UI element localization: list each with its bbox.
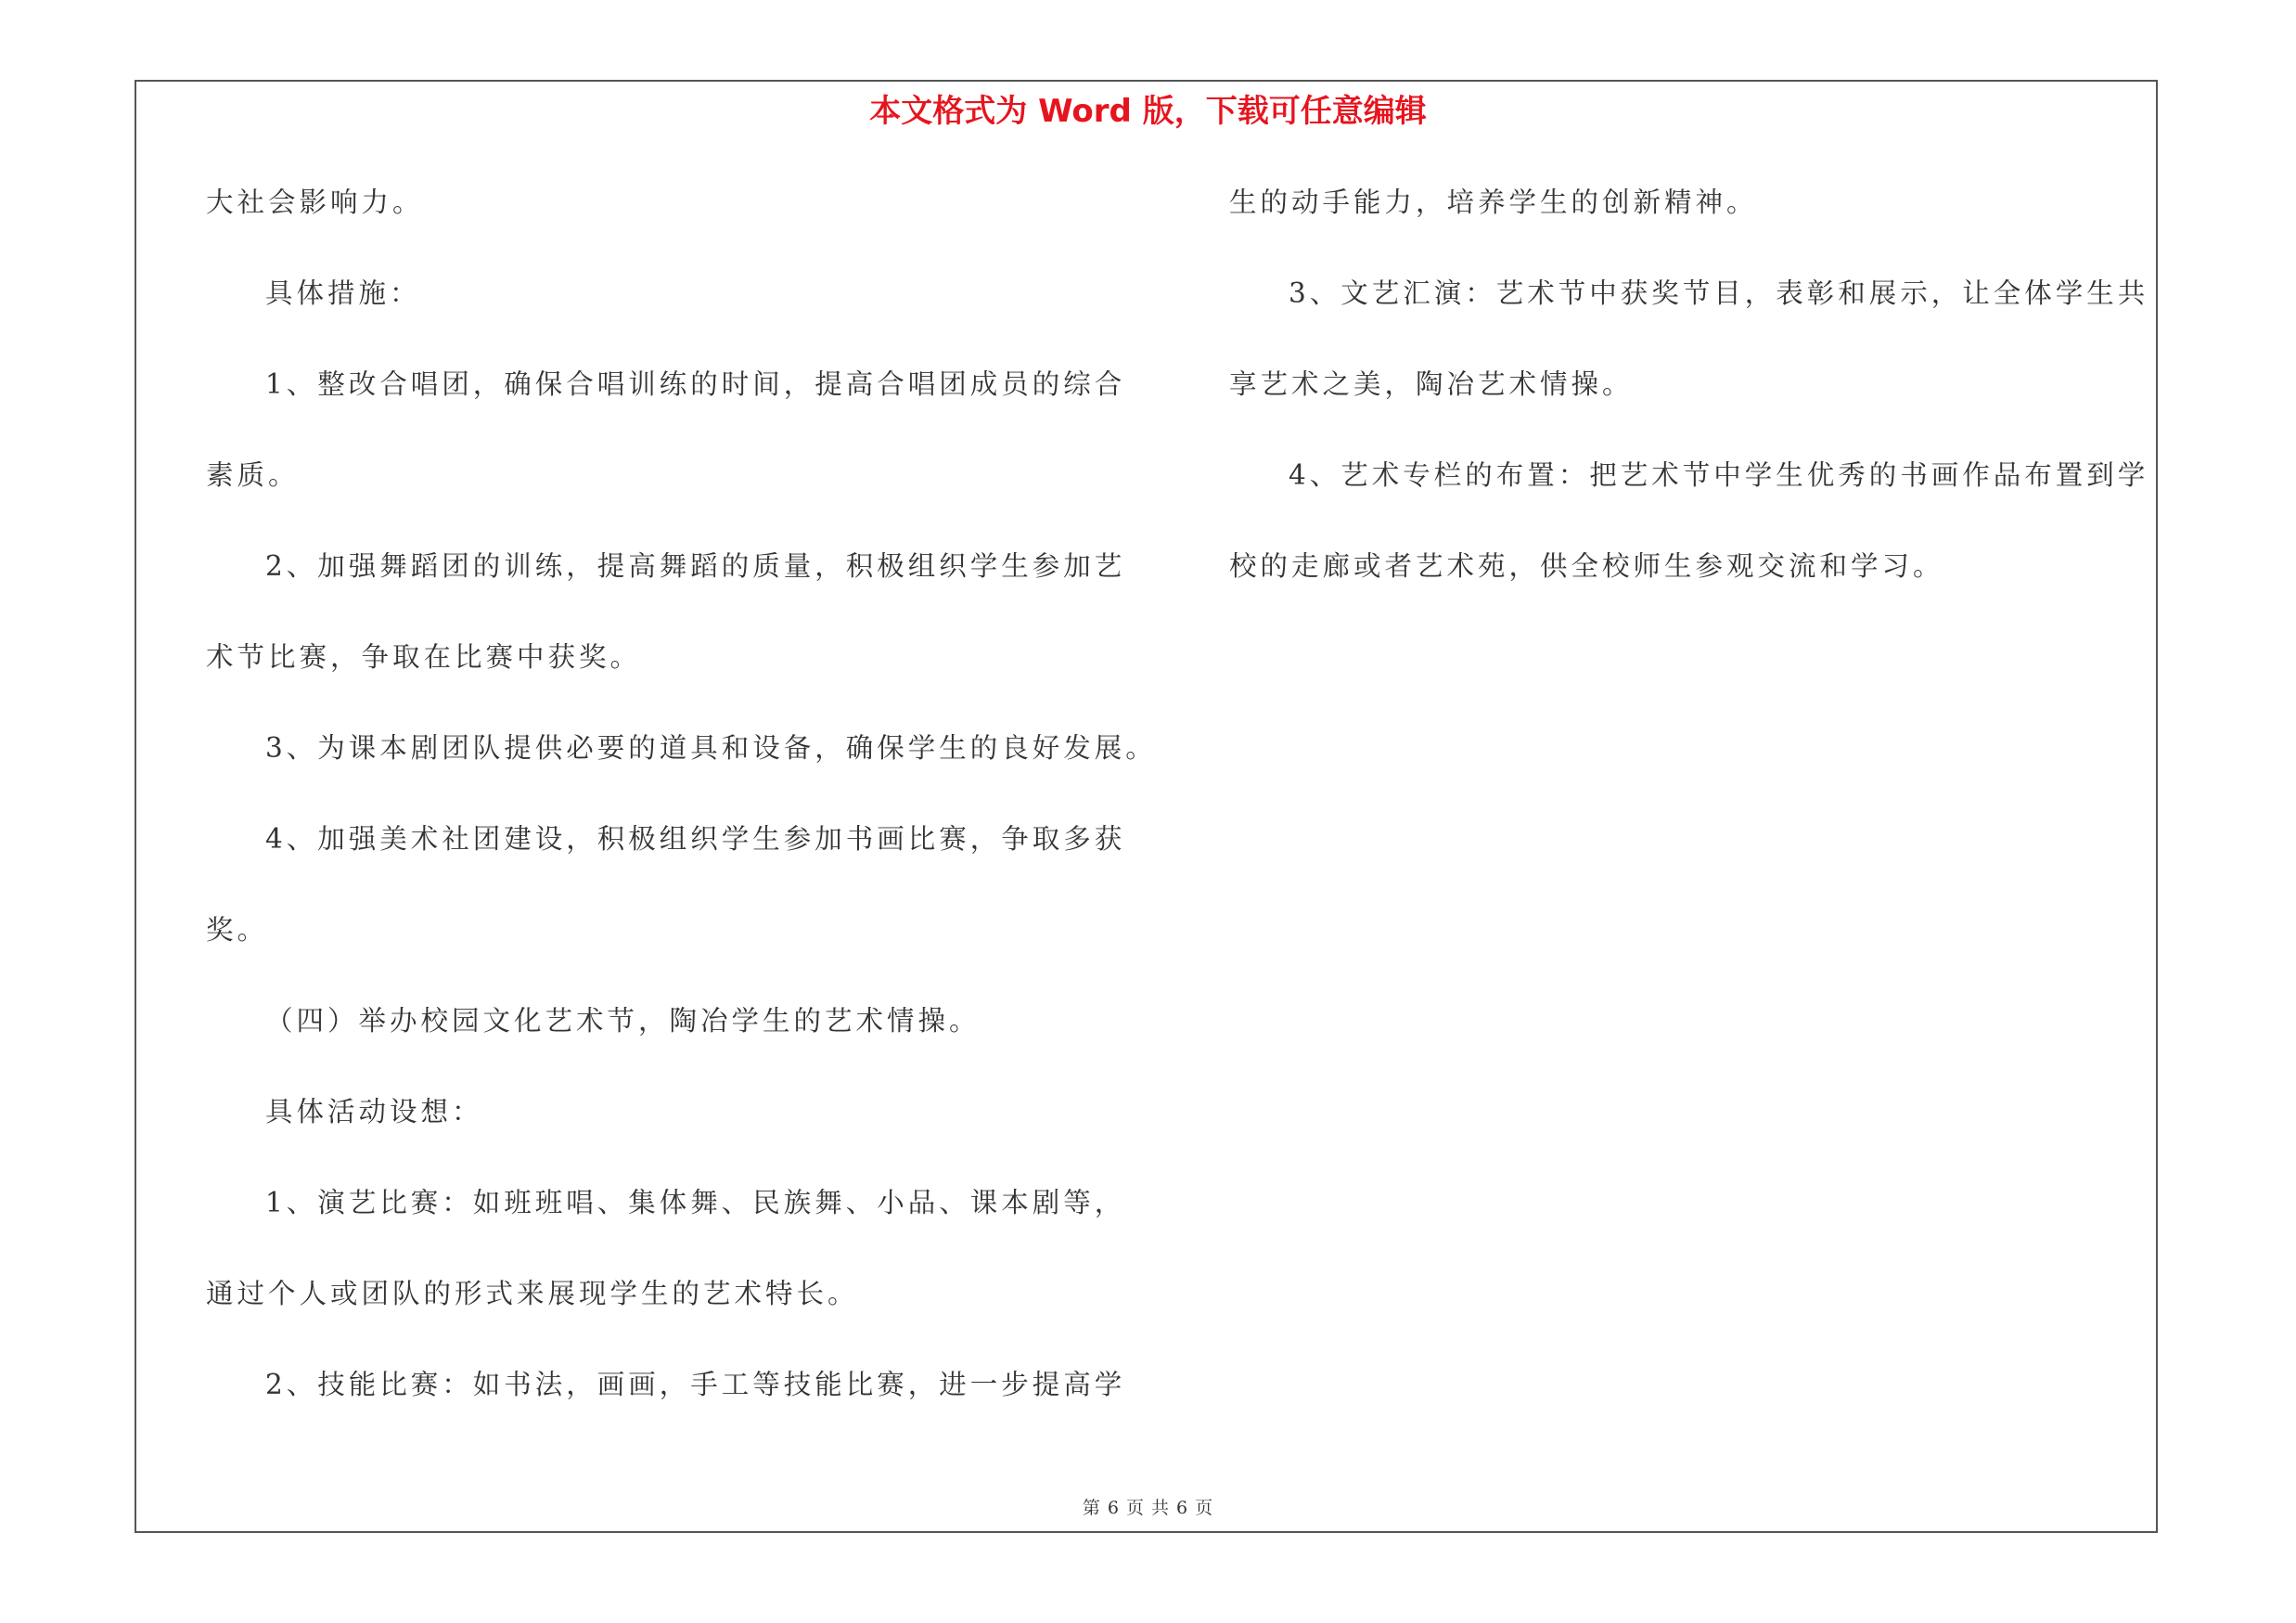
paragraph-line: 通过个人或团队的形式来展现学生的艺术特长。 [206, 1278, 859, 1309]
paragraph-line: 1、整改合唱团，确保合唱训练的时间，提高合唱团成员的综合 [265, 368, 1126, 400]
paragraph-line: 素质。 [206, 459, 300, 491]
section-heading: （四）举办校园文化艺术节，陶冶学生的艺术情操。 [265, 1005, 981, 1037]
paragraph-line: 校的走廊或者艺术苑，供全校师生参观交流和学习。 [1229, 550, 1944, 582]
paragraph-line: 3、文艺汇演：艺术节中获奖节目，表彰和展示，让全体学生共 [1289, 277, 2149, 309]
paragraph-line: 术节比赛，争取在比赛中获奖。 [206, 641, 642, 673]
paragraph-line: 2、加强舞蹈团的训练，提高舞蹈的质量，积极组织学生参加艺 [265, 550, 1126, 582]
word-format-banner: 本文格式为 Word 版，下载可任意编辑 [869, 93, 1427, 130]
paragraph-line: 奖。 [206, 914, 269, 946]
paragraph-line: 生的动手能力，培养学生的创新精神。 [1229, 187, 1758, 218]
paragraph-line: 3、为课本剧团队提供必要的道具和设备，确保学生的良好发展。 [265, 732, 1157, 764]
paragraph-line: 4、加强美术社团建设，积极组织学生参加书画比赛，争取多获 [265, 823, 1126, 855]
paragraph-line: 2、技能比赛：如书法，画画，手工等技能比赛，进一步提高学 [265, 1369, 1126, 1400]
paragraph-line: 享艺术之美，陶冶艺术情操。 [1229, 368, 1634, 400]
paragraph-line: 1、演艺比赛：如班班唱、集体舞、民族舞、小品、课本剧等， [265, 1187, 1126, 1218]
paragraph-line: 具体活动设想： [265, 1096, 483, 1127]
page-number-footer: 第 6 页 共 6 页 [1082, 1498, 1214, 1518]
paragraph-line: 具体措施： [265, 277, 421, 309]
paragraph-line: 大社会影响力。 [206, 187, 424, 218]
paragraph-line: 4、艺术专栏的布置：把艺术节中学生优秀的书画作品布置到学 [1289, 459, 2149, 491]
